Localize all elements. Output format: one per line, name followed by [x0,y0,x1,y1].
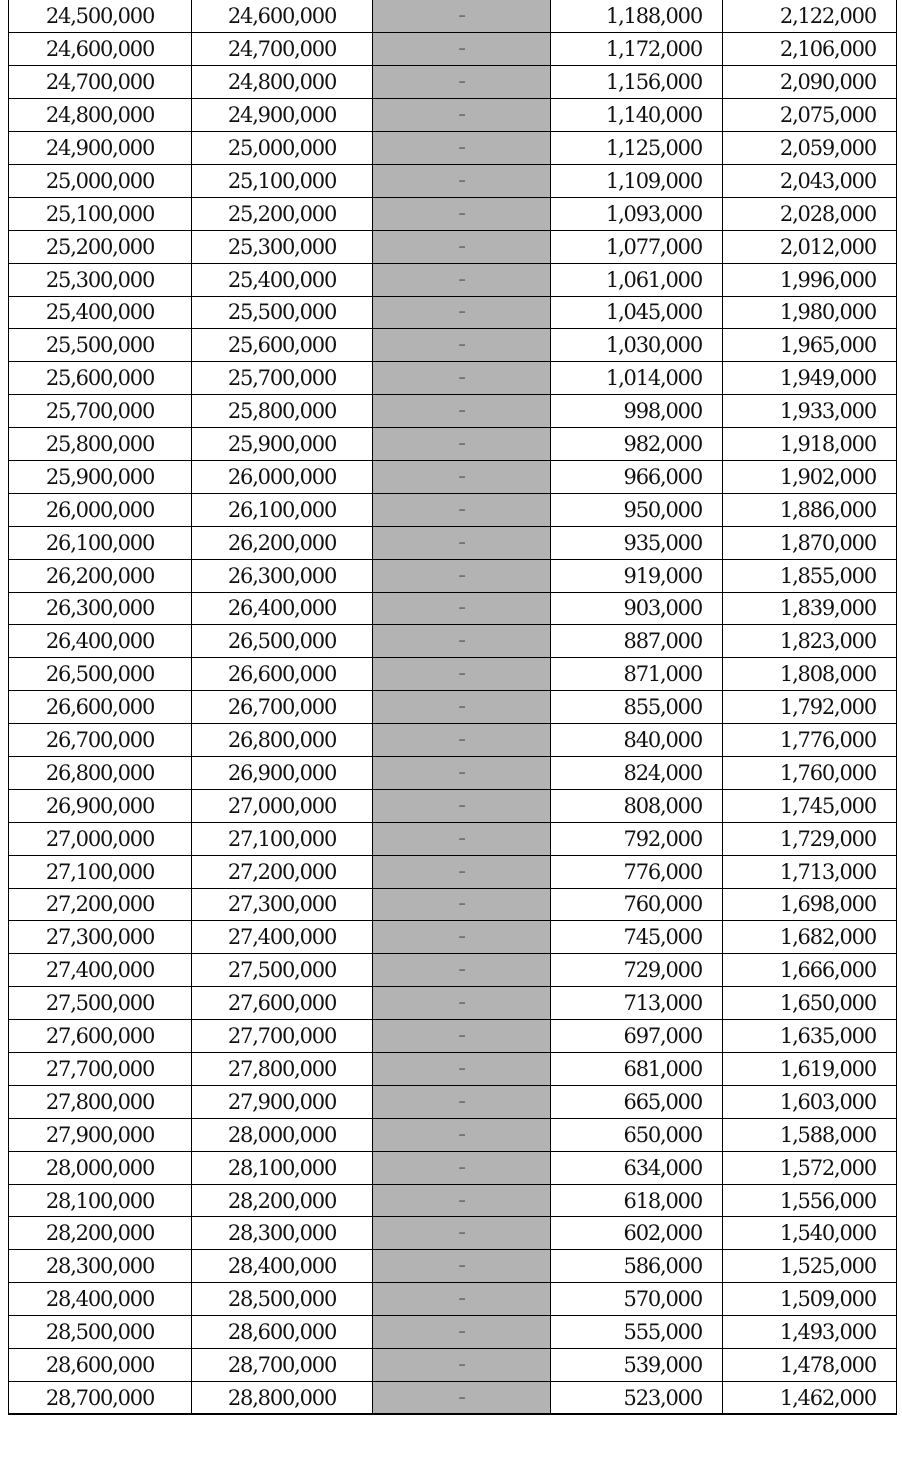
range-from-cell: 25,300,000 [9,263,192,296]
value-col4-cell: 1,030,000 [551,329,723,362]
value-col5-cell: 1,792,000 [723,691,897,724]
value-col4-cell: 681,000 [551,1053,723,1086]
table-row [9,1217,897,1250]
table-row [9,691,897,724]
shaded-dash-cell: – [373,526,551,559]
value-col4-cell: 824,000 [551,756,723,789]
shaded-dash-cell: – [373,263,551,296]
value-col5-cell: 1,588,000 [723,1118,897,1151]
range-to-cell: 28,700,000 [192,1349,373,1382]
table-row [9,855,897,888]
table-row [9,66,897,99]
value-col4-cell: 729,000 [551,954,723,987]
table-row [9,954,897,987]
value-col4-cell: 634,000 [551,1151,723,1184]
value-col5-cell: 1,478,000 [723,1349,897,1382]
range-from-cell: 26,900,000 [9,789,192,822]
value-col5-cell: 1,698,000 [723,888,897,921]
value-col5-cell: 1,493,000 [723,1316,897,1349]
shaded-dash-cell: – [373,559,551,592]
table-row [9,1316,897,1349]
value-col4-cell: 1,188,000 [551,0,723,33]
range-from-cell: 24,600,000 [9,33,192,66]
value-col5-cell: 1,556,000 [723,1184,897,1217]
range-from-cell: 28,200,000 [9,1217,192,1250]
shaded-dash-cell: – [373,658,551,691]
value-col4-cell: 665,000 [551,1085,723,1118]
value-col5-cell: 1,713,000 [723,855,897,888]
value-col5-cell: 1,635,000 [723,1020,897,1053]
range-to-cell: 25,200,000 [192,197,373,230]
shaded-dash-cell: – [373,987,551,1020]
range-from-cell: 28,400,000 [9,1283,192,1316]
range-from-cell: 27,800,000 [9,1085,192,1118]
value-col5-cell: 2,090,000 [723,66,897,99]
table-row [9,1184,897,1217]
range-from-cell: 28,500,000 [9,1316,192,1349]
shaded-dash-cell: – [373,1250,551,1283]
range-to-cell: 28,000,000 [192,1118,373,1151]
table-row [9,0,897,33]
table-row [9,592,897,625]
table-row [9,658,897,691]
table-row [9,1250,897,1283]
range-to-cell: 26,100,000 [192,493,373,526]
value-col5-cell: 1,855,000 [723,559,897,592]
range-to-cell: 25,000,000 [192,132,373,165]
table-row [9,329,897,362]
value-col5-cell: 1,839,000 [723,592,897,625]
range-to-cell: 28,800,000 [192,1381,373,1414]
value-col4-cell: 1,172,000 [551,33,723,66]
shaded-dash-cell: – [373,1085,551,1118]
table-row [9,1085,897,1118]
range-to-cell: 26,900,000 [192,756,373,789]
shaded-dash-cell: – [373,230,551,263]
value-col5-cell: 1,870,000 [723,526,897,559]
table-row [9,428,897,461]
value-col4-cell: 713,000 [551,987,723,1020]
value-col5-cell: 1,902,000 [723,460,897,493]
value-col4-cell: 887,000 [551,625,723,658]
value-col4-cell: 1,061,000 [551,263,723,296]
range-from-cell: 26,500,000 [9,658,192,691]
shaded-dash-cell: – [373,954,551,987]
value-col4-cell: 555,000 [551,1316,723,1349]
value-col4-cell: 602,000 [551,1217,723,1250]
shaded-dash-cell: – [373,921,551,954]
range-from-cell: 25,000,000 [9,164,192,197]
value-col5-cell: 2,012,000 [723,230,897,263]
value-col5-cell: 1,933,000 [723,395,897,428]
value-col5-cell: 1,980,000 [723,296,897,329]
shaded-dash-cell: – [373,395,551,428]
value-col4-cell: 650,000 [551,1118,723,1151]
value-col4-cell: 697,000 [551,1020,723,1053]
value-col4-cell: 745,000 [551,921,723,954]
value-col4-cell: 1,156,000 [551,66,723,99]
range-from-cell: 27,900,000 [9,1118,192,1151]
table-row [9,263,897,296]
table-container [8,0,896,1415]
table-row [9,1020,897,1053]
range-to-cell: 27,000,000 [192,789,373,822]
range-to-cell: 25,600,000 [192,329,373,362]
range-to-cell: 28,300,000 [192,1217,373,1250]
range-to-cell: 26,400,000 [192,592,373,625]
table-body [9,0,897,1414]
value-col5-cell: 1,996,000 [723,263,897,296]
table-row [9,132,897,165]
range-to-cell: 25,700,000 [192,362,373,395]
range-from-cell: 24,700,000 [9,66,192,99]
range-to-cell: 26,800,000 [192,724,373,757]
value-col5-cell: 1,509,000 [723,1283,897,1316]
table-row [9,460,897,493]
value-col4-cell: 1,140,000 [551,99,723,132]
shaded-dash-cell: – [373,296,551,329]
shaded-dash-cell: – [373,1118,551,1151]
shaded-dash-cell: – [373,756,551,789]
range-to-cell: 28,500,000 [192,1283,373,1316]
value-col5-cell: 1,823,000 [723,625,897,658]
range-to-cell: 27,800,000 [192,1053,373,1086]
range-from-cell: 28,600,000 [9,1349,192,1382]
value-col4-cell: 1,125,000 [551,132,723,165]
value-col5-cell: 1,729,000 [723,822,897,855]
range-to-cell: 27,300,000 [192,888,373,921]
shaded-dash-cell: – [373,428,551,461]
value-col4-cell: 792,000 [551,822,723,855]
value-col4-cell: 855,000 [551,691,723,724]
value-col4-cell: 982,000 [551,428,723,461]
shaded-dash-cell: – [373,197,551,230]
value-col5-cell: 1,745,000 [723,789,897,822]
range-to-cell: 28,600,000 [192,1316,373,1349]
value-col5-cell: 1,462,000 [723,1381,897,1414]
range-from-cell: 26,000,000 [9,493,192,526]
range-to-cell: 25,300,000 [192,230,373,263]
table-row [9,1283,897,1316]
table-row [9,724,897,757]
shaded-dash-cell: – [373,1151,551,1184]
value-col5-cell: 2,028,000 [723,197,897,230]
shaded-dash-cell: – [373,1283,551,1316]
table-row [9,987,897,1020]
range-to-cell: 26,600,000 [192,658,373,691]
shaded-dash-cell: – [373,132,551,165]
shaded-dash-cell: – [373,66,551,99]
range-from-cell: 26,200,000 [9,559,192,592]
value-col5-cell: 1,572,000 [723,1151,897,1184]
shaded-dash-cell: – [373,691,551,724]
range-to-cell: 28,100,000 [192,1151,373,1184]
table-row [9,822,897,855]
range-to-cell: 27,400,000 [192,921,373,954]
range-from-cell: 26,600,000 [9,691,192,724]
range-from-cell: 27,000,000 [9,822,192,855]
value-col5-cell: 1,886,000 [723,493,897,526]
range-from-cell: 25,100,000 [9,197,192,230]
shaded-dash-cell: – [373,1217,551,1250]
table-row [9,526,897,559]
value-col4-cell: 998,000 [551,395,723,428]
value-col5-cell: 1,619,000 [723,1053,897,1086]
shaded-dash-cell: – [373,362,551,395]
range-to-cell: 24,800,000 [192,66,373,99]
value-col4-cell: 808,000 [551,789,723,822]
table-row [9,197,897,230]
data-table [8,0,897,1415]
table-row [9,1053,897,1086]
shaded-dash-cell: – [373,493,551,526]
range-from-cell: 25,400,000 [9,296,192,329]
table-row [9,230,897,263]
value-col4-cell: 871,000 [551,658,723,691]
shaded-dash-cell: – [373,1053,551,1086]
range-to-cell: 24,900,000 [192,99,373,132]
range-to-cell: 25,800,000 [192,395,373,428]
range-from-cell: 27,700,000 [9,1053,192,1086]
value-col5-cell: 2,122,000 [723,0,897,33]
value-col4-cell: 1,109,000 [551,164,723,197]
value-col4-cell: 966,000 [551,460,723,493]
value-col5-cell: 1,949,000 [723,362,897,395]
value-col5-cell: 2,075,000 [723,99,897,132]
range-from-cell: 27,600,000 [9,1020,192,1053]
range-from-cell: 27,100,000 [9,855,192,888]
range-from-cell: 25,700,000 [9,395,192,428]
table-row [9,1118,897,1151]
value-col4-cell: 1,045,000 [551,296,723,329]
value-col4-cell: 539,000 [551,1349,723,1382]
table-row [9,1349,897,1382]
value-col4-cell: 840,000 [551,724,723,757]
table-row [9,164,897,197]
range-from-cell: 27,500,000 [9,987,192,1020]
shaded-dash-cell: – [373,1316,551,1349]
range-from-cell: 25,800,000 [9,428,192,461]
range-from-cell: 24,500,000 [9,0,192,33]
value-col4-cell: 903,000 [551,592,723,625]
range-from-cell: 28,000,000 [9,1151,192,1184]
shaded-dash-cell: – [373,855,551,888]
shaded-dash-cell: – [373,724,551,757]
range-to-cell: 24,700,000 [192,33,373,66]
range-from-cell: 28,700,000 [9,1381,192,1414]
value-col5-cell: 1,808,000 [723,658,897,691]
shaded-dash-cell: – [373,625,551,658]
range-to-cell: 26,000,000 [192,460,373,493]
value-col5-cell: 1,918,000 [723,428,897,461]
shaded-dash-cell: – [373,164,551,197]
value-col4-cell: 1,014,000 [551,362,723,395]
shaded-dash-cell: – [373,1020,551,1053]
value-col5-cell: 1,666,000 [723,954,897,987]
range-from-cell: 27,400,000 [9,954,192,987]
value-col4-cell: 760,000 [551,888,723,921]
value-col5-cell: 1,525,000 [723,1250,897,1283]
shaded-dash-cell: – [373,460,551,493]
range-from-cell: 26,700,000 [9,724,192,757]
range-to-cell: 25,500,000 [192,296,373,329]
shaded-dash-cell: – [373,789,551,822]
table-row [9,625,897,658]
value-col5-cell: 1,682,000 [723,921,897,954]
range-from-cell: 25,200,000 [9,230,192,263]
range-to-cell: 25,400,000 [192,263,373,296]
shaded-dash-cell: – [373,329,551,362]
range-to-cell: 26,300,000 [192,559,373,592]
value-col4-cell: 919,000 [551,559,723,592]
table-row [9,493,897,526]
range-from-cell: 28,300,000 [9,1250,192,1283]
shaded-dash-cell: – [373,0,551,33]
value-col5-cell: 1,650,000 [723,987,897,1020]
range-from-cell: 24,900,000 [9,132,192,165]
table-row [9,1381,897,1414]
range-to-cell: 24,600,000 [192,0,373,33]
range-from-cell: 26,800,000 [9,756,192,789]
table-row [9,296,897,329]
table-row [9,559,897,592]
shaded-dash-cell: – [373,1184,551,1217]
range-from-cell: 26,100,000 [9,526,192,559]
range-from-cell: 25,600,000 [9,362,192,395]
shaded-dash-cell: – [373,822,551,855]
value-col5-cell: 1,760,000 [723,756,897,789]
shaded-dash-cell: – [373,888,551,921]
table-row [9,99,897,132]
value-col5-cell: 2,059,000 [723,132,897,165]
table-row [9,888,897,921]
range-to-cell: 27,600,000 [192,987,373,1020]
value-col4-cell: 776,000 [551,855,723,888]
range-to-cell: 27,200,000 [192,855,373,888]
value-col4-cell: 586,000 [551,1250,723,1283]
range-to-cell: 26,500,000 [192,625,373,658]
shaded-dash-cell: – [373,33,551,66]
range-from-cell: 25,500,000 [9,329,192,362]
table-row [9,789,897,822]
value-col5-cell: 2,106,000 [723,33,897,66]
shaded-dash-cell: – [373,592,551,625]
range-to-cell: 27,700,000 [192,1020,373,1053]
range-to-cell: 28,400,000 [192,1250,373,1283]
table-row [9,1151,897,1184]
range-from-cell: 26,300,000 [9,592,192,625]
value-col4-cell: 935,000 [551,526,723,559]
value-col5-cell: 2,043,000 [723,164,897,197]
shaded-dash-cell: – [373,1349,551,1382]
range-to-cell: 26,200,000 [192,526,373,559]
range-from-cell: 27,300,000 [9,921,192,954]
value-col4-cell: 1,077,000 [551,230,723,263]
value-col5-cell: 1,965,000 [723,329,897,362]
range-from-cell: 27,200,000 [9,888,192,921]
range-from-cell: 24,800,000 [9,99,192,132]
value-col4-cell: 618,000 [551,1184,723,1217]
range-from-cell: 28,100,000 [9,1184,192,1217]
shaded-dash-cell: – [373,1381,551,1414]
range-from-cell: 26,400,000 [9,625,192,658]
range-from-cell: 25,900,000 [9,460,192,493]
range-to-cell: 28,200,000 [192,1184,373,1217]
value-col5-cell: 1,776,000 [723,724,897,757]
table-row [9,362,897,395]
range-to-cell: 25,900,000 [192,428,373,461]
table-row [9,756,897,789]
range-to-cell: 25,100,000 [192,164,373,197]
table-row [9,395,897,428]
value-col4-cell: 950,000 [551,493,723,526]
range-to-cell: 26,700,000 [192,691,373,724]
range-to-cell: 27,900,000 [192,1085,373,1118]
table-row [9,921,897,954]
value-col4-cell: 523,000 [551,1381,723,1414]
range-to-cell: 27,500,000 [192,954,373,987]
value-col4-cell: 1,093,000 [551,197,723,230]
value-col5-cell: 1,603,000 [723,1085,897,1118]
value-col5-cell: 1,540,000 [723,1217,897,1250]
shaded-dash-cell: – [373,99,551,132]
table-row [9,33,897,66]
value-col4-cell: 570,000 [551,1283,723,1316]
range-to-cell: 27,100,000 [192,822,373,855]
